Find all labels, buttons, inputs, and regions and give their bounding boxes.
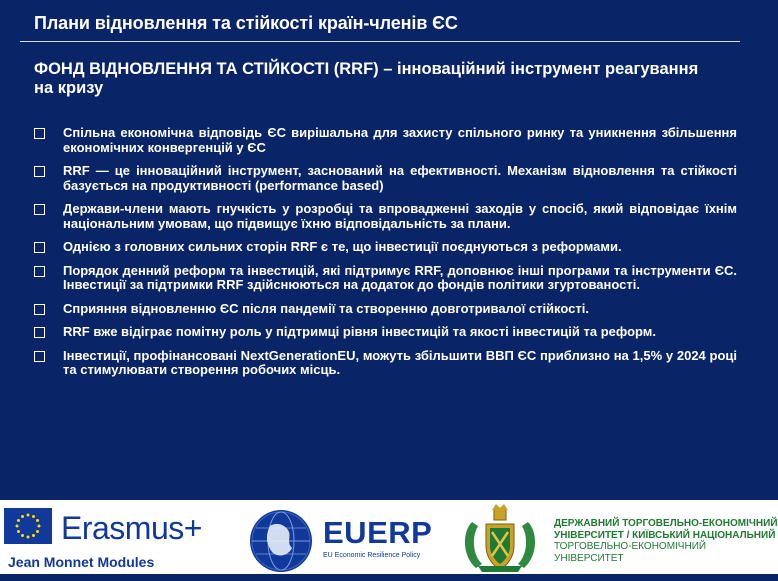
checkbox-bullet-icon [34, 242, 45, 253]
checkbox-bullet-icon [34, 351, 45, 362]
list-item [32, 302, 737, 317]
bullet-text: RRF — це інноваційний інструмент, заснований на ефективності. Механізм відновлення та стійкості базується на продуктивності (performance based) [63, 163, 737, 193]
checkbox-bullet-icon [34, 304, 45, 315]
checkbox-bullet-icon [34, 266, 45, 277]
erasmus-logo-text: Erasmus+ [61, 510, 202, 546]
list-item [32, 349, 737, 378]
title-divider [20, 41, 740, 42]
list-item [32, 126, 737, 155]
bullet-text: Інвестиції, профінансовані NextGenerationEU, можуть збільшити ВВП ЄС приблизно на 1,5% у 2024 році та стимулювати створення робочих місць. [63, 347, 737, 377]
bullet-list [32, 126, 737, 387]
slide-subtitle: ФОНД ВІДНОВЛЕННЯ ТА СТІЙКОСТІ (RRF) – інноваційний інструмент реагування на кризу [34, 60, 699, 97]
checkbox-bullet-icon [34, 128, 45, 139]
bullet-text: Сприяння відновленню ЄС після пандемії та створенню довготривалої стійкості. [63, 300, 589, 316]
bullet-text: Порядок денний реформ та інвестицій, які підтримує RRF, доповнює інші програми та інструменти ЄС. Інвестиції за підтримки RRF здійснюються на додаток до фондів політики згуртованості. [63, 262, 737, 292]
checkbox-bullet-icon [34, 327, 45, 338]
university-name-line2: УНІВЕРСИТЕТ / КИЇВСЬКИЙ НАЦІОНАЛЬНИЙ [554, 529, 776, 541]
euerp-tagline: EU Economic Resilience Policy [323, 552, 421, 559]
university-crest-icon [452, 502, 548, 574]
bullet-text: Держави-члени мають гнучкість у розробці та впровадженні заходів у спосіб, який відповідає їхнім національним умовам, що підвищує їхню відповідальність за плани. [63, 201, 737, 231]
euerp-logo-text: EUERP [323, 515, 433, 550]
university-name-line3: ТОРГОВЕЛЬНО-ЕКОНОМІЧНИЙ УНІВЕРСИТЕТ [554, 541, 707, 564]
checkbox-bullet-icon [34, 166, 45, 177]
bullet-text: Однією з головних сильних сторін RRF є те, що інвестиції поєднуються з реформами. [63, 239, 622, 254]
checkbox-bullet-icon [34, 204, 45, 215]
eu-flag-icon [4, 508, 52, 544]
bullet-text: Спільна економічна відповідь ЄС вирішальна для захисту спільного ринку та уникнення збільшення економічних конвергенцій у ЄС [63, 125, 737, 155]
list-item [32, 240, 737, 255]
list-item [32, 325, 737, 340]
list-item [32, 264, 737, 293]
list-item [32, 202, 737, 231]
footer-logos [0, 500, 778, 581]
university-name [554, 518, 778, 564]
globe-icon [248, 508, 314, 574]
bullet-text: RRF вже відіграє помітну роль у підтримці рівня інвестицій та якості інвестицій та реформ. [63, 324, 657, 339]
jean-monnet-label: Jean Monnet Modules [8, 554, 155, 570]
university-name-line1: ДЕРЖАВНИЙ ТОРГОВЕЛЬНО-ЕКОНОМІЧНИЙ [554, 518, 778, 529]
list-item [32, 164, 737, 193]
bottom-bar [0, 574, 778, 581]
slide-title: Плани відновлення та стійкості країн-членів ЄС [34, 13, 458, 33]
